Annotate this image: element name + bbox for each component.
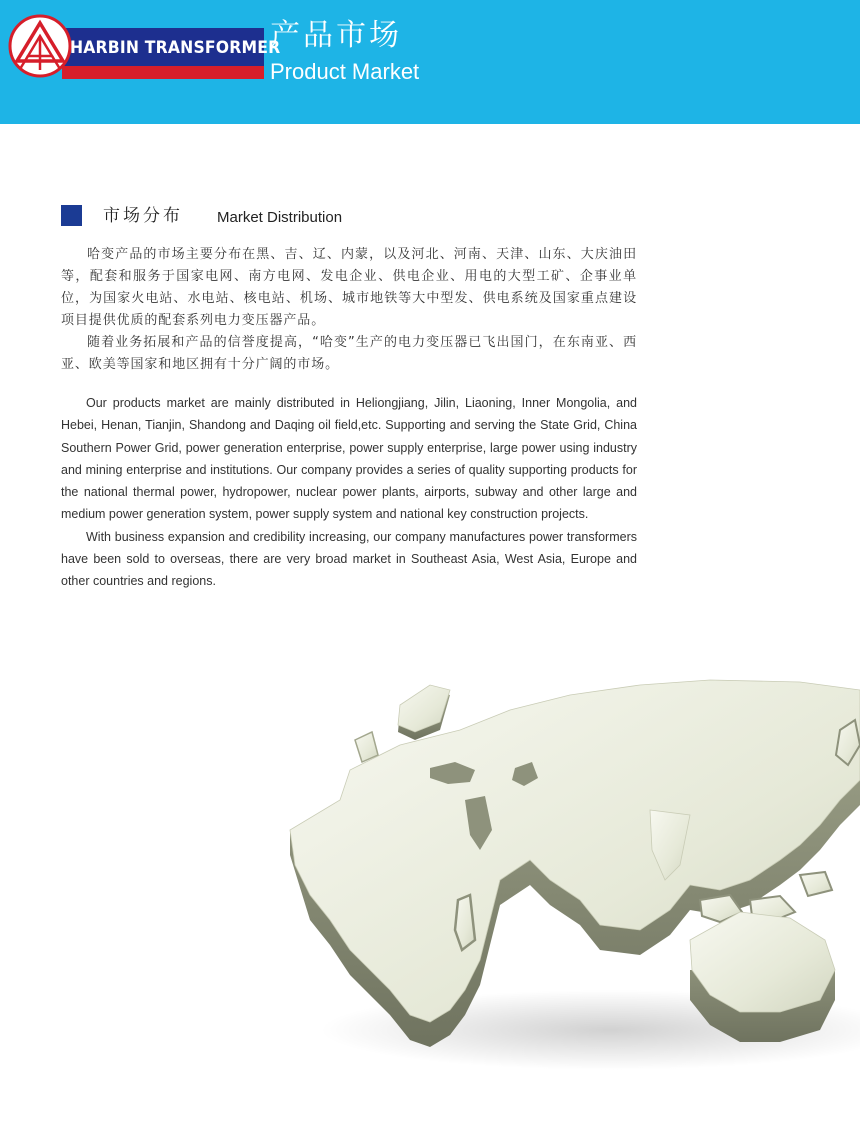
page-header [0, 0, 860, 124]
world-map-illustration [280, 650, 860, 1070]
island [800, 872, 832, 896]
paragraph-cn-2: 随着业务拓展和产品的信誉度提高，“哈变”生产的电力变压器已飞出国门，在东南亚、西亚、欧美等国家和地区拥有十分广阔的市场。 [61, 335, 637, 372]
paragraph-en-1: Our products market are mainly distributed in Heliongjiang, Jilin, Liaoning, Inner Mongolia, and Hebei, Henan, Tianjin, Shandong and Daqing oil field,etc. Supporting and serving the State Grid, China Southern Power Grid, power generation enterprise, power supply enterprise, large power using industry and mining enterprise and institutions. Our company provides a series of quality supporting products for the national thermal power, hydropower, nuclear power plants, airports, subway and other large and medium power generation system, power supply system and national key construction projects. [61, 396, 637, 522]
page-title-cn: 产品市场 [270, 18, 402, 53]
company-logo [8, 14, 281, 78]
paragraph-en-2: With business expansion and credibility increasing, our company manufactures power transformers have been sold to overseas, there are very broad market in Southeast Asia, West Asia, Europe and other countries and regions. [61, 529, 637, 589]
madagascar [455, 895, 475, 950]
body-text-en [61, 392, 637, 593]
section-title-en: Market Distribution [217, 209, 343, 226]
page-title-en: Product Market [270, 59, 420, 84]
logo-band-red [62, 66, 264, 79]
section-marker [61, 205, 82, 226]
section-title-cn: 市场分布 [103, 206, 183, 226]
logo-text: HARBIN TRANSFORMER [70, 38, 281, 58]
paragraph-cn-1: 哈变产品的市场主要分布在黑、吉、辽、内蒙，以及河北、河南、天津、山东、大庆油田等，配套和服务于国家电网、南方电网、发电企业、供电企业、用电的大型工矿、企事业单位，为国家火电站、水电站、核电站、机场、城市地铁等大中型发、供电系统及国家重点建设项目提供优质的配套系列电力变压器产品。 [61, 247, 637, 328]
triangle-emblem-icon [8, 14, 72, 78]
body-text-cn [61, 244, 637, 376]
scandinavia-top [398, 685, 450, 732]
